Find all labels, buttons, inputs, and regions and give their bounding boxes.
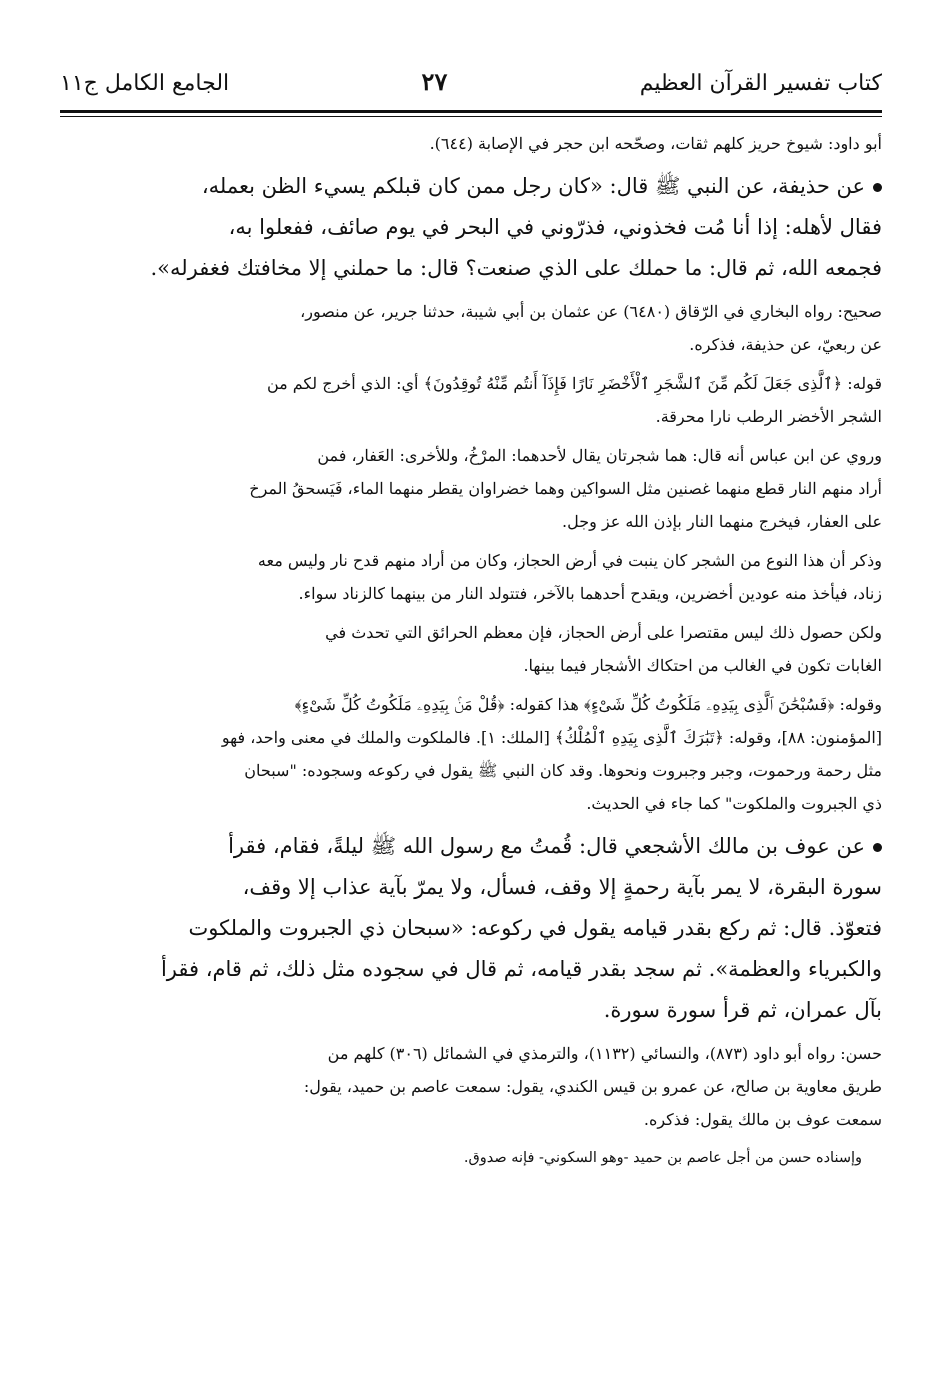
volume-title: الجامع الكامل ج١١ bbox=[60, 71, 230, 96]
text-line: مثل رحمة ورحموت، وجبر وجبروت ونحوها. وقد كان النبي ﷺ يقول في ركوعه وسجوده: "سبحان bbox=[244, 761, 882, 780]
text-line: أبو داود: شيوخ حريز كلهم ثقات، وصحّحه ابن حجر في الإصابة (٦٤٤). bbox=[429, 134, 882, 153]
text-line: ذي الجبروت والملكوت" كما جاء في الحديث. bbox=[586, 794, 882, 813]
text-line: فقال لأهله: إذا أنا مُت فخذوني، فذرّوني في البحر في يوم صائف، ففعلوا به، bbox=[228, 215, 882, 239]
hijaz-paragraph bbox=[60, 544, 882, 610]
bullet-icon bbox=[873, 183, 882, 192]
header-rule-thick bbox=[60, 110, 882, 113]
hadith-hudhayfah bbox=[60, 166, 882, 289]
running-header bbox=[60, 62, 882, 104]
text-line: زناد، فيأخذ منه عودين أخضرين، ويقدح أحدهما بالآخر، فتتولد النار من بينهما كالزناد سواء. bbox=[298, 584, 882, 603]
text-line: فتعوّذ. قال: ثم ركع بقدر قيامه يقول في ركوعه: «سبحان ذي الجبروت والملكوت bbox=[188, 916, 882, 940]
bullet-icon bbox=[873, 843, 882, 852]
text-line: بآل عمران، ثم قرأ سورة سورة. bbox=[603, 998, 882, 1022]
tafsir-verse-fire bbox=[60, 367, 882, 433]
text-line: طريق معاوية بن صالح، عن عمرو بن قيس الكندي، يقول: سمعت عاصم بن حميد، يقول: bbox=[303, 1077, 882, 1096]
text-line: والكبرياء والعظمة». ثم سجد بقدر قيامه، ثم قال في سجوده مثل ذلك، ثم قام، فقرأ bbox=[160, 957, 882, 981]
text-line: الغابات تكون في الغالب من احتكاك الأشجار فيما بينها. bbox=[523, 656, 882, 675]
takhrij-2 bbox=[60, 1037, 882, 1136]
malakut-paragraph bbox=[60, 688, 882, 820]
hadith-awf bbox=[60, 826, 882, 1031]
text-line: وقوله: ﴿فَسُبْحَٰنَ ٱلَّذِى بِيَدِهِۦ مَلَكُوتُ كُلِّ شَىْءٍ﴾ هذا كقوله: ﴿قُلْ مَنۢ بِيَدِهِۦ مَلَكُوتُ كُلِّ شَىْءٍ﴾ bbox=[294, 695, 882, 714]
isnad-note bbox=[60, 1142, 882, 1175]
ibn-abbas-paragraph bbox=[60, 439, 882, 538]
text-line: وروي عن ابن عباس أنه قال: هما شجرتان يقال لأحدهما: المرْخُ، وللأخرى: العَفار، فمن bbox=[317, 446, 882, 465]
text-line: أراد منهم النار قطع منهما غصنين مثل السواكين وهما خضراوان يقطر منهما الماء، فَيَسحقُ المرخ bbox=[249, 479, 882, 498]
text-line: على العفار، فيخرج منهما النار بإذن الله عز وجل. bbox=[562, 512, 882, 531]
text-line: حسن: رواه أبو داود (٨٧٣)، والنسائي (١١٣٢)، والترمذي في الشمائل (٣٠٦) كلهم من bbox=[327, 1044, 882, 1063]
text-line: عن ربعيّ، عن حذيفة، فذكره. bbox=[689, 335, 882, 354]
text-line: وإسناده حسن من أجل عاصم بن حميد -وهو السكوني- فإنه صدوق. bbox=[463, 1150, 862, 1166]
page-number: ٢٧ bbox=[421, 67, 448, 96]
book-title: كتاب تفسير القرآن العظيم bbox=[639, 71, 882, 96]
text-line: عن عوف بن مالك الأشجعي قال: قُمتُ مع رسول الله ﷺ ليلةً، فقام، فقرأ bbox=[60, 826, 882, 867]
forest-fires-paragraph bbox=[60, 616, 882, 682]
text-line: عن حذيفة، عن النبي ﷺ قال: «كان رجل ممن كان قبلكم يسيء الظن بعمله، bbox=[60, 166, 882, 207]
header-rule-thin bbox=[60, 116, 882, 117]
paragraph-1 bbox=[60, 127, 882, 160]
text-line: قوله: ﴿ٱلَّذِى جَعَلَ لَكُم مِّنَ ٱلشَّجَرِ ٱلْأَخْضَرِ نَارًا فَإِذَآ أَنتُم مِّنْهُ تُوقِدُونَ﴾ أي: الذي أخرج لكم من bbox=[266, 374, 882, 393]
text-line: فجمعه الله، ثم قال: ما حملك على الذي صنعت؟ قال: ما حملني إلا مخافتك فغفرله». bbox=[150, 256, 882, 280]
text-line: [المؤمنون: ٨٨]، وقوله: ﴿تَبَٰرَكَ ٱلَّذِى بِيَدِهِ ٱلْمُلْكُ﴾ [الملك: ١]. فالملكوت والملك في معنى واحد، فهو bbox=[221, 728, 882, 747]
text-line: سمعت عوف بن مالك يقول: فذكره. bbox=[643, 1110, 882, 1129]
takhrij-1 bbox=[60, 295, 882, 361]
text-line: سورة البقرة، لا يمر بآية رحمةٍ إلا وقف، فسأل، ولا يمرّ بآية عذاب إلا وقف، bbox=[242, 875, 882, 899]
text-line: صحيح: رواه البخاري في الرّقاق (٦٤٨٠) عن عثمان بن أبي شيبة، حدثنا جرير، عن منصور، bbox=[300, 302, 882, 321]
text-line: وذكر أن هذا النوع من الشجر كان ينبت في أرض الحجاز، وكان من أراد منهم قدح نار وليس معه bbox=[257, 551, 882, 570]
text-line: ولكن حصول ذلك ليس مقتصرا على أرض الحجاز، فإن معظم الحرائق التي تحدث في bbox=[325, 623, 882, 642]
text-line: الشجر الأخضر الرطب نارا محرقة. bbox=[655, 407, 882, 426]
